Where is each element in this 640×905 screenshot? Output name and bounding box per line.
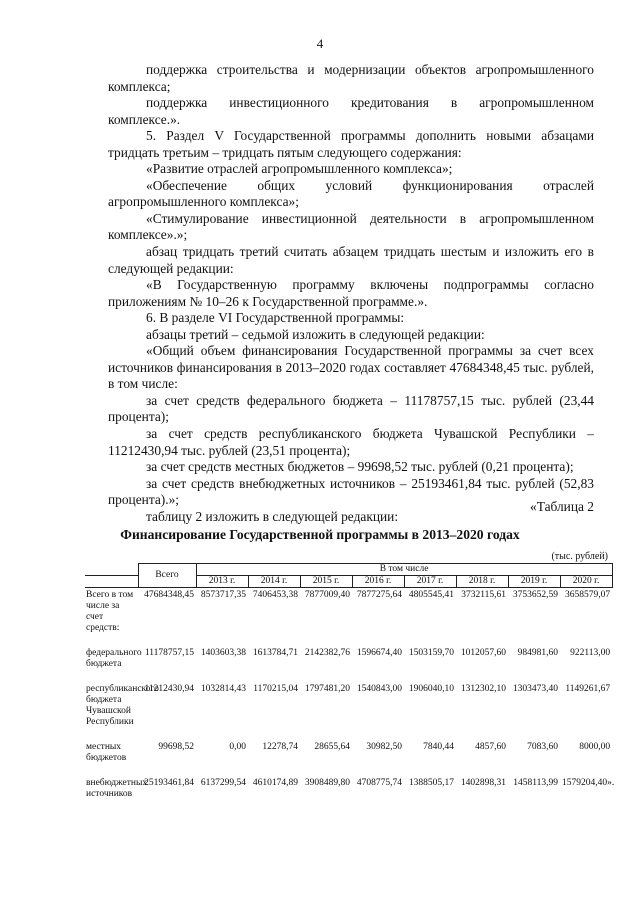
year-header: 2015 г. — [300, 576, 352, 588]
table-cell: 11178757,15 — [144, 648, 194, 658]
table-cell: 1906040,10 — [408, 684, 454, 694]
table-cell: 1388505,17 — [408, 778, 454, 788]
table-body — [85, 588, 615, 813]
paragraph: 6. В разделе VI Государственной программы: — [146, 310, 405, 326]
table-cell: 1170215,04 — [253, 684, 298, 694]
paragraph: таблицу 2 изложить в следующей редакции: — [146, 508, 399, 524]
table-cell: 30982,50 — [366, 742, 402, 752]
paragraph: «В Государственную программу включены подпрограммы согласно приложениям № 10–26 к Государственной программе.». — [108, 277, 594, 309]
table-cell: 7840,44 — [423, 742, 454, 752]
table-cell: 1312302,10 — [460, 684, 506, 694]
table-cell: 8573717,35 — [200, 590, 246, 600]
table-cell: 1458113,99 — [513, 778, 558, 788]
table-cell: 47684348,45 — [144, 590, 194, 600]
table-cell: 922113,00 — [570, 648, 611, 658]
table-cell: 1402898,31 — [460, 778, 506, 788]
table-row — [85, 646, 612, 682]
table-mark: «Таблица 2 — [530, 499, 594, 514]
row-label: местных бюджетов — [86, 742, 127, 763]
row-label: Всего в том числе за счет средств: — [86, 590, 134, 633]
year-header: 2019 г. — [508, 576, 560, 588]
year-header: 2020 г. — [560, 576, 612, 588]
empty-header-cell — [85, 564, 138, 576]
table-row — [85, 776, 612, 812]
table-cell: 6137299,54 — [200, 778, 246, 788]
table-cell: 1613784,71 — [252, 648, 298, 658]
table-cell: 7877275,64 — [356, 590, 402, 600]
empty-header-cell — [85, 576, 138, 588]
paragraph: «Развитие отраслей агропромышленного комплекса»; — [146, 161, 453, 177]
table-cell: 1403603,38 — [200, 648, 246, 658]
table-row — [85, 588, 612, 647]
table-cell: 4805545,41 — [408, 590, 454, 600]
table-cell: 3753652,59 — [512, 590, 558, 600]
year-header: 2018 г. — [456, 576, 508, 588]
paragraph: «Общий объем финансирования Государственной программы за счет всех источников финансирования в 2013–2020 годах составляет 47684348,45 тыс. рублей, в том числе: — [108, 343, 594, 392]
paragraph: поддержка инвестиционного кредитования в агропромышленном комплексе.». — [108, 95, 594, 127]
paragraph: за счет средств местных бюджетов – 99698,52 тыс. рублей (0,21 процента); — [146, 459, 574, 475]
table-cell: 0,00 — [229, 742, 246, 752]
table-cell: 28655,64 — [314, 742, 350, 752]
table-cell: 3732115,61 — [461, 590, 506, 600]
table-cell: 3658579,07 — [564, 590, 611, 600]
table-cell: 11212430,94 — [144, 684, 194, 694]
year-header: 2016 г. — [352, 576, 404, 588]
table-cell: 4857,60 — [475, 742, 506, 752]
table-cell: 7877009,40 — [304, 590, 350, 600]
table-cell: 25193461,84 — [144, 778, 194, 788]
table-cell: 4610174,89 — [252, 778, 298, 788]
header-including: В том числе — [196, 564, 612, 576]
table-cell: 12278,74 — [262, 742, 298, 752]
table-cell: 7083,60 — [527, 742, 558, 752]
year-header: 2014 г. — [248, 576, 300, 588]
paragraph: поддержка строительства и модернизации объектов агропромышленного комплекса; — [108, 62, 594, 94]
table-header-row — [85, 564, 612, 576]
header-total: Всего — [138, 564, 196, 588]
table-cell: 1012057,60 — [460, 648, 506, 658]
table-cell: 7406453,38 — [252, 590, 298, 600]
paragraph: 5. Раздел V Государственной программы дополнить новыми абзацами тридцать третьим – тридцать пятым следующего содержания: — [108, 128, 594, 160]
row-label: внебюджетных источников — [86, 778, 148, 799]
table-cell: 1149261,67 — [565, 684, 611, 694]
table-cell: 1579204,40». — [562, 778, 615, 788]
year-header: 2013 г. — [196, 576, 248, 588]
table-cell: 3908489,80 — [304, 778, 350, 788]
table-cell: 1797481,20 — [304, 684, 350, 694]
year-header: 2017 г. — [404, 576, 456, 588]
paragraph: за счет средств республиканского бюджета Чувашской Республики – 11212430,94 тыс. рублей (23,51 процента); — [108, 426, 594, 458]
table-cell: 99698,52 — [158, 742, 194, 752]
page-number: 4 — [316, 36, 324, 51]
table-cell: 1596674,40 — [356, 648, 402, 658]
table-unit: (тыс. рублей) — [551, 551, 608, 562]
paragraph: «Стимулирование инвестиционной деятельности в агропромышленном комплексе».»; — [108, 210, 594, 243]
table-cell: 4708775,74 — [356, 778, 402, 788]
paragraph: за счет средств федерального бюджета – 11178757,15 тыс. рублей (23,44 процента); — [108, 392, 594, 425]
paragraph: «Обеспечение общих условий функционирования отраслей агропромышленного комплекса»; — [108, 177, 594, 210]
table-title: Финансирование Государственной программы в 2013–2020 годах — [120, 527, 520, 542]
table-cell: 984981,60 — [517, 648, 558, 658]
table-cell: 1540843,00 — [356, 684, 402, 694]
paragraph: абзацы третий – седьмой изложить в следующей редакции: — [146, 326, 485, 342]
table-cell: 1303473,40 — [512, 684, 558, 694]
table-row — [85, 682, 612, 740]
row-label: республиканского бюджета Чувашской Республики — [86, 684, 159, 727]
paragraph: абзац тридцать третий считать абзацем тридцать шестым и изложить его в следующей редакции: — [108, 244, 594, 276]
table-cell: 1503159,70 — [408, 648, 454, 658]
table-cell: 2142382,76 — [304, 648, 350, 658]
document-body — [108, 62, 594, 525]
row-label: федерального бюджета — [86, 648, 142, 669]
table-cell: 8000,00 — [579, 742, 611, 752]
financing-table — [85, 563, 613, 812]
paragraph: за счет средств внебюджетных источников – 25193461,84 тыс. рублей (52,83 процента).»; — [108, 475, 594, 508]
table-cell: 1032814,43 — [200, 684, 246, 694]
table-row — [85, 740, 612, 776]
